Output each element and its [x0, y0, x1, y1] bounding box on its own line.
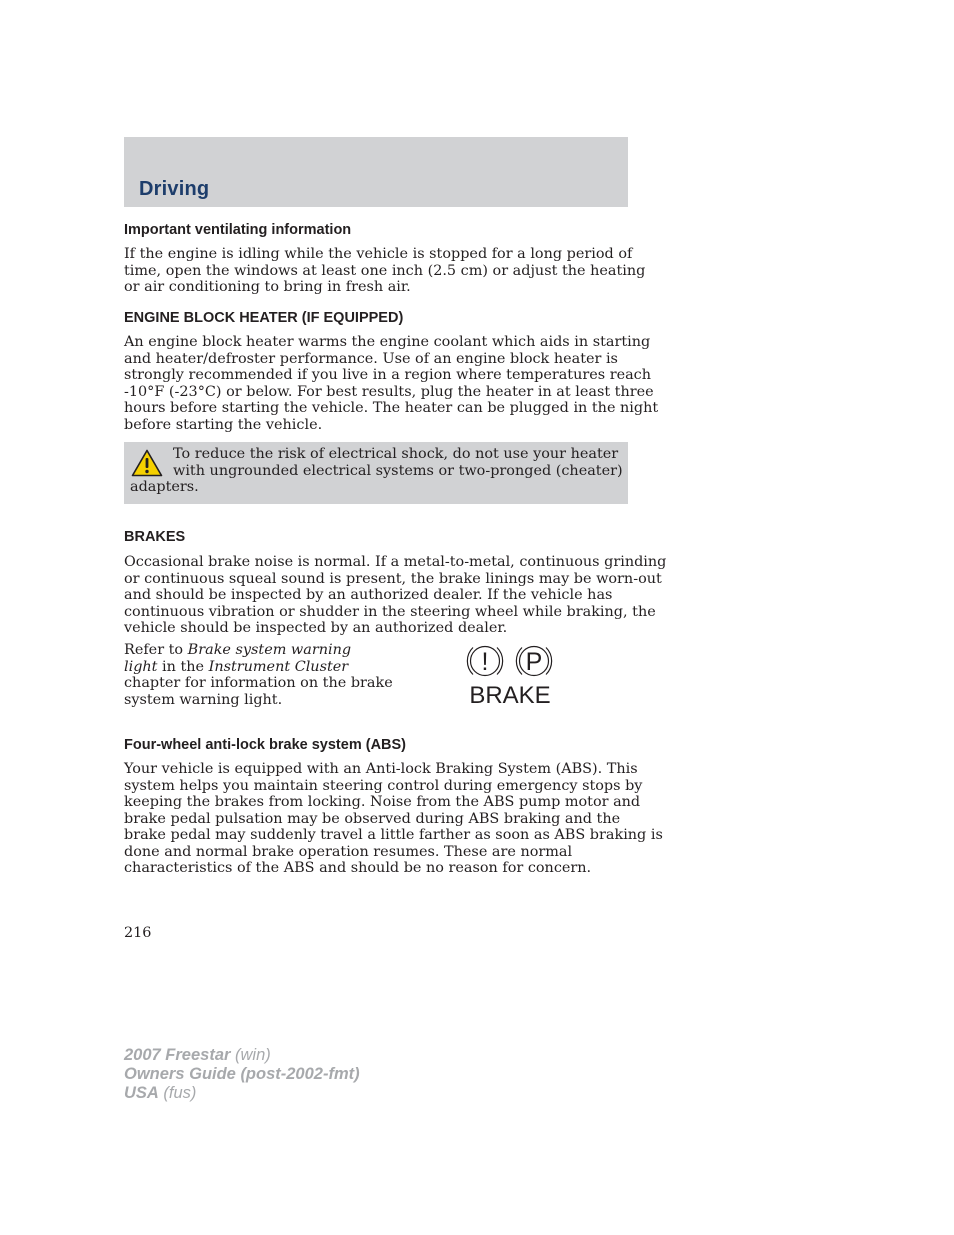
text-line	[124, 659, 424, 676]
paragraph-block-heater	[124, 334, 659, 433]
section-header-band	[124, 137, 628, 207]
paragraph-brake-refer	[124, 642, 424, 708]
text-line	[124, 642, 424, 659]
document-footer	[124, 1046, 360, 1103]
footer-model: 2007 Freestar	[124, 1046, 231, 1064]
text-line: keeping the brakes from locking. Noise from the ABS pump motor and	[124, 794, 641, 810]
refer-mid: in the	[157, 658, 209, 675]
text-line: An engine block heater warms the engine coolant which aids in starting	[124, 334, 651, 350]
text-line: Occasional brake noise is normal. If a metal-to-metal, continuous grinding	[124, 554, 667, 570]
text-line: or continuous squeal sound is present, the brake linings may be worn-out	[124, 570, 662, 587]
page-number: 216	[124, 925, 152, 941]
text-line: -10°F (-23°C) or below. For best results, plug the heater in at least three	[124, 383, 654, 400]
text-line: brake pedal pulsation may be observed during ABS braking and the	[124, 810, 621, 827]
refer-prefix: Refer to	[124, 642, 188, 658]
paragraph-brakes	[124, 554, 667, 637]
footer-guide: Owners Guide (post-2002-fmt)	[124, 1065, 360, 1083]
text-line: time, open the windows at least one inch (2.5 cm) or adjust the heating	[124, 262, 646, 279]
paragraph-ventilating	[124, 246, 646, 296]
text-line: adapters.	[130, 479, 199, 495]
text-line: or air conditioning to bring in fresh air.	[124, 279, 411, 295]
footer-market: USA	[124, 1084, 159, 1102]
paragraph-abs	[124, 761, 663, 877]
text-line: Your vehicle is equipped with an Anti-lock Braking System (ABS). This	[124, 761, 638, 777]
text-line: before starting the vehicle.	[124, 416, 323, 433]
refer-italic-light: light	[124, 658, 158, 675]
text-line: and heater/defroster performance. Use of an engine block heater is	[124, 350, 618, 367]
footer-line	[124, 1046, 360, 1065]
text-line: continuous vibration or shudder in the steering wheel while braking, the	[124, 603, 656, 620]
footer-line	[124, 1065, 360, 1084]
refer-italic-cluster: Instrument Cluster	[208, 658, 349, 675]
footer-model-code: (win)	[230, 1046, 271, 1064]
warning-text	[130, 446, 624, 496]
refer-italic-brake-light: Brake system warning	[187, 642, 352, 658]
text-line: To reduce the risk of electrical shock, do not use your heater	[173, 446, 619, 462]
text-line: done and normal brake operation resumes. These are normal	[124, 843, 573, 860]
text-line: system helps you maintain steering control during emergency stops by	[124, 777, 643, 794]
text-line: and should be inspected by an authorized dealer. If the vehicle has	[124, 587, 613, 603]
text-line: system warning light.	[124, 691, 283, 708]
text-line: characteristics of the ABS and should be no reason for concern.	[124, 860, 592, 876]
footer-line	[124, 1084, 360, 1103]
heading-brakes: BRAKES	[124, 529, 186, 545]
heading-abs: Four-wheel anti-lock brake system (ABS)	[124, 737, 407, 753]
text-line: chapter for information on the brake	[124, 675, 393, 691]
heading-block-heater: ENGINE BLOCK HEATER (IF EQUIPPED)	[124, 310, 404, 326]
brake-symbol-exclaim: !	[481, 648, 489, 676]
footer-market-code: (fus)	[158, 1084, 197, 1102]
heading-ventilating: Important ventilating information	[124, 222, 352, 238]
text-line: hours before starting the vehicle. The heater can be plugged in the night	[124, 400, 659, 416]
text-line: strongly recommended if you live in a region where temperatures reach	[124, 367, 652, 383]
text-line: brake pedal may suddenly travel a little farther as soon as ABS braking is	[124, 827, 663, 843]
text-line: If the engine is idling while the vehicle is stopped for a long period of	[124, 246, 633, 262]
text-line: with ungrounded electrical systems or two-pronged (cheater)	[173, 462, 623, 479]
warning-box	[124, 442, 628, 504]
brake-symbol-label: BRAKE	[469, 682, 551, 707]
brake-warning-symbol-icon	[463, 643, 557, 707]
section-title: Driving	[139, 178, 210, 200]
brake-symbol-p: P	[525, 648, 543, 676]
text-line: vehicle should be inspected by an authorized dealer.	[124, 620, 508, 636]
